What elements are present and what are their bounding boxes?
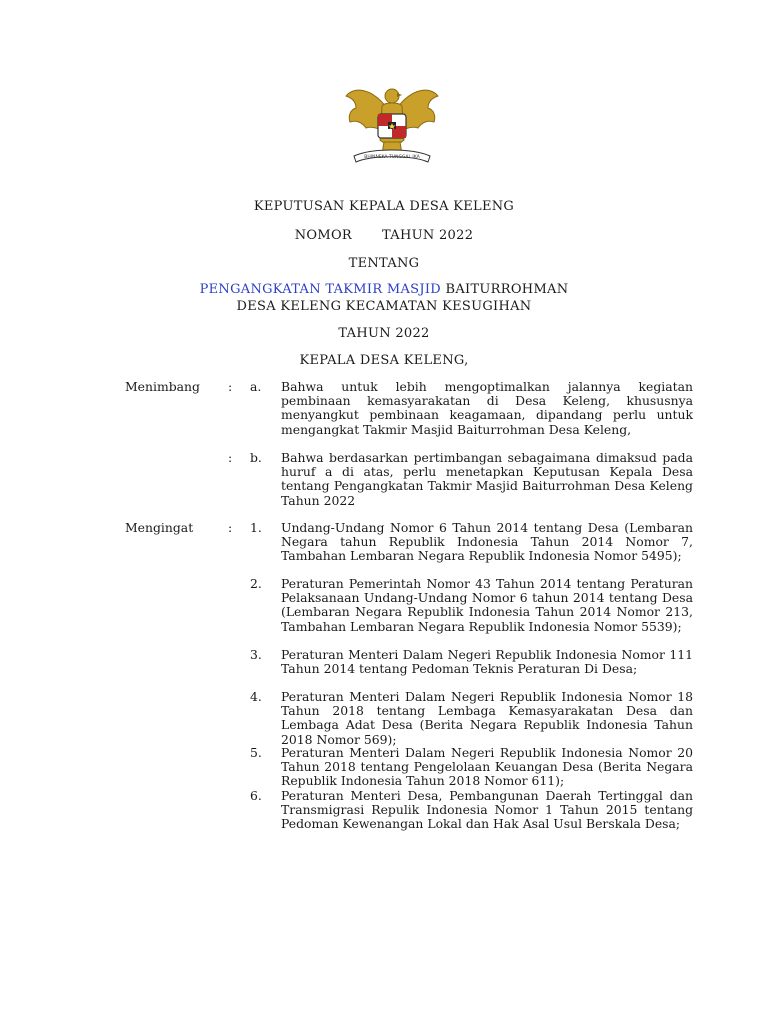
item-marker: 1. — [250, 520, 262, 535]
mengingat-label: Mengingat — [125, 520, 194, 535]
decree-number-line — [0, 228, 768, 243]
item-marker: 2. — [250, 576, 262, 591]
garuda-pancasila-emblem — [342, 78, 442, 170]
item-text: Peraturan Menteri Dalam Negeri Republik Indonesia Nomor 111 Tahun 2014 tentang Pedoman Teknis Peraturan Di Desa; — [281, 647, 693, 677]
emblem-motto: BHINNEKA TUNGGAL IKA — [364, 155, 420, 160]
subject-link[interactable]: PENGANGKATAN TAKMIR MASJID — [199, 282, 442, 297]
menimbang-colon: : — [228, 379, 233, 394]
item-text: Peraturan Menteri Dalam Negeri Republik Indonesia Nomor 20 Tahun 2018 tentang Pengelolaan Keuangan Desa (Berita Negara Republik Indonesia Tahun 2018 Nomor 611); — [281, 745, 693, 789]
nomor-label: NOMOR — [294, 228, 353, 243]
item-text: Bahwa berdasarkan pertimbangan sebagaimana dimaksud pada huruf a di atas, perlu menetapkan Keputusan Kepala Desa tentang Pengangkatan Takmir Masjid Baiturrohman Desa Keleng Tahun 2022 — [281, 450, 693, 508]
item-marker: 3. — [250, 647, 262, 662]
subject-rest: BAITURROHMAN — [441, 282, 569, 297]
item-marker: a. — [250, 379, 262, 394]
item-text: Undang-Undang Nomor 6 Tahun 2014 tentang Desa (Lembaran Negara tahun Republik Indonesia Tahun 2014 Nomor 7, Tambahan Lembaran Negara Republik Indonesia Nomor 5495); — [281, 520, 693, 564]
menimbang-colon: : — [228, 450, 233, 465]
menimbang-label: Menimbang — [125, 379, 200, 394]
item-text: Peraturan Pemerintah Nomor 43 Tahun 2014 tentang Peraturan Pelaksanaan Undang-Undang Nomor 6 tahun 2014 tentang Desa (Lembaran Negara Republik Indonesia Tahun 2014 Nomor 213, Tambahan Lembaran Negara Republik Indonesia Nomor 5539); — [281, 576, 693, 634]
decree-title: KEPUTUSAN KEPALA DESA KELENG — [253, 199, 515, 214]
item-text: Bahwa untuk lebih mengoptimalkan jalannya kegiatan pembinaan kemasyarakatan di Desa Keleng, khususnya menyangkut pembinaan keagamaan, dipandang perlu untuk mengangkat Takmir Masjid Baiturrohman Desa Keleng, — [281, 379, 693, 437]
item-text: Peraturan Menteri Dalam Negeri Republik Indonesia Nomor 18 Tahun 2018 tentang Lembaga Kemasyarakatan Desa dan Lembaga Adat Desa (Berita Negara Republik Indonesia Tahun 2018 Nomor 569); — [281, 689, 693, 747]
item-marker: b. — [250, 450, 262, 465]
item-marker: 5. — [250, 745, 262, 760]
kepala-heading: KEPALA DESA KELENG, — [299, 353, 469, 368]
item-marker: 4. — [250, 689, 262, 704]
mengingat-colon: : — [228, 520, 233, 535]
item-text: Peraturan Menteri Desa, Pembangunan Daerah Tertinggal dan Transmigrasi Repulik Indonesia Nomor 1 Tahun 2015 tentang Pedoman Kewenangan Lokal dan Hak Asal Usul Berskala Desa; — [281, 788, 693, 832]
year-heading: TAHUN 2022 — [338, 326, 430, 341]
subject-line-1 — [0, 282, 768, 297]
tahun-label: TAHUN 2022 — [382, 228, 474, 243]
item-marker: 6. — [250, 788, 262, 803]
subject-line-2: DESA KELENG KECAMATAN KESUGIHAN — [236, 299, 532, 314]
tentang-heading: TENTANG — [348, 256, 420, 271]
